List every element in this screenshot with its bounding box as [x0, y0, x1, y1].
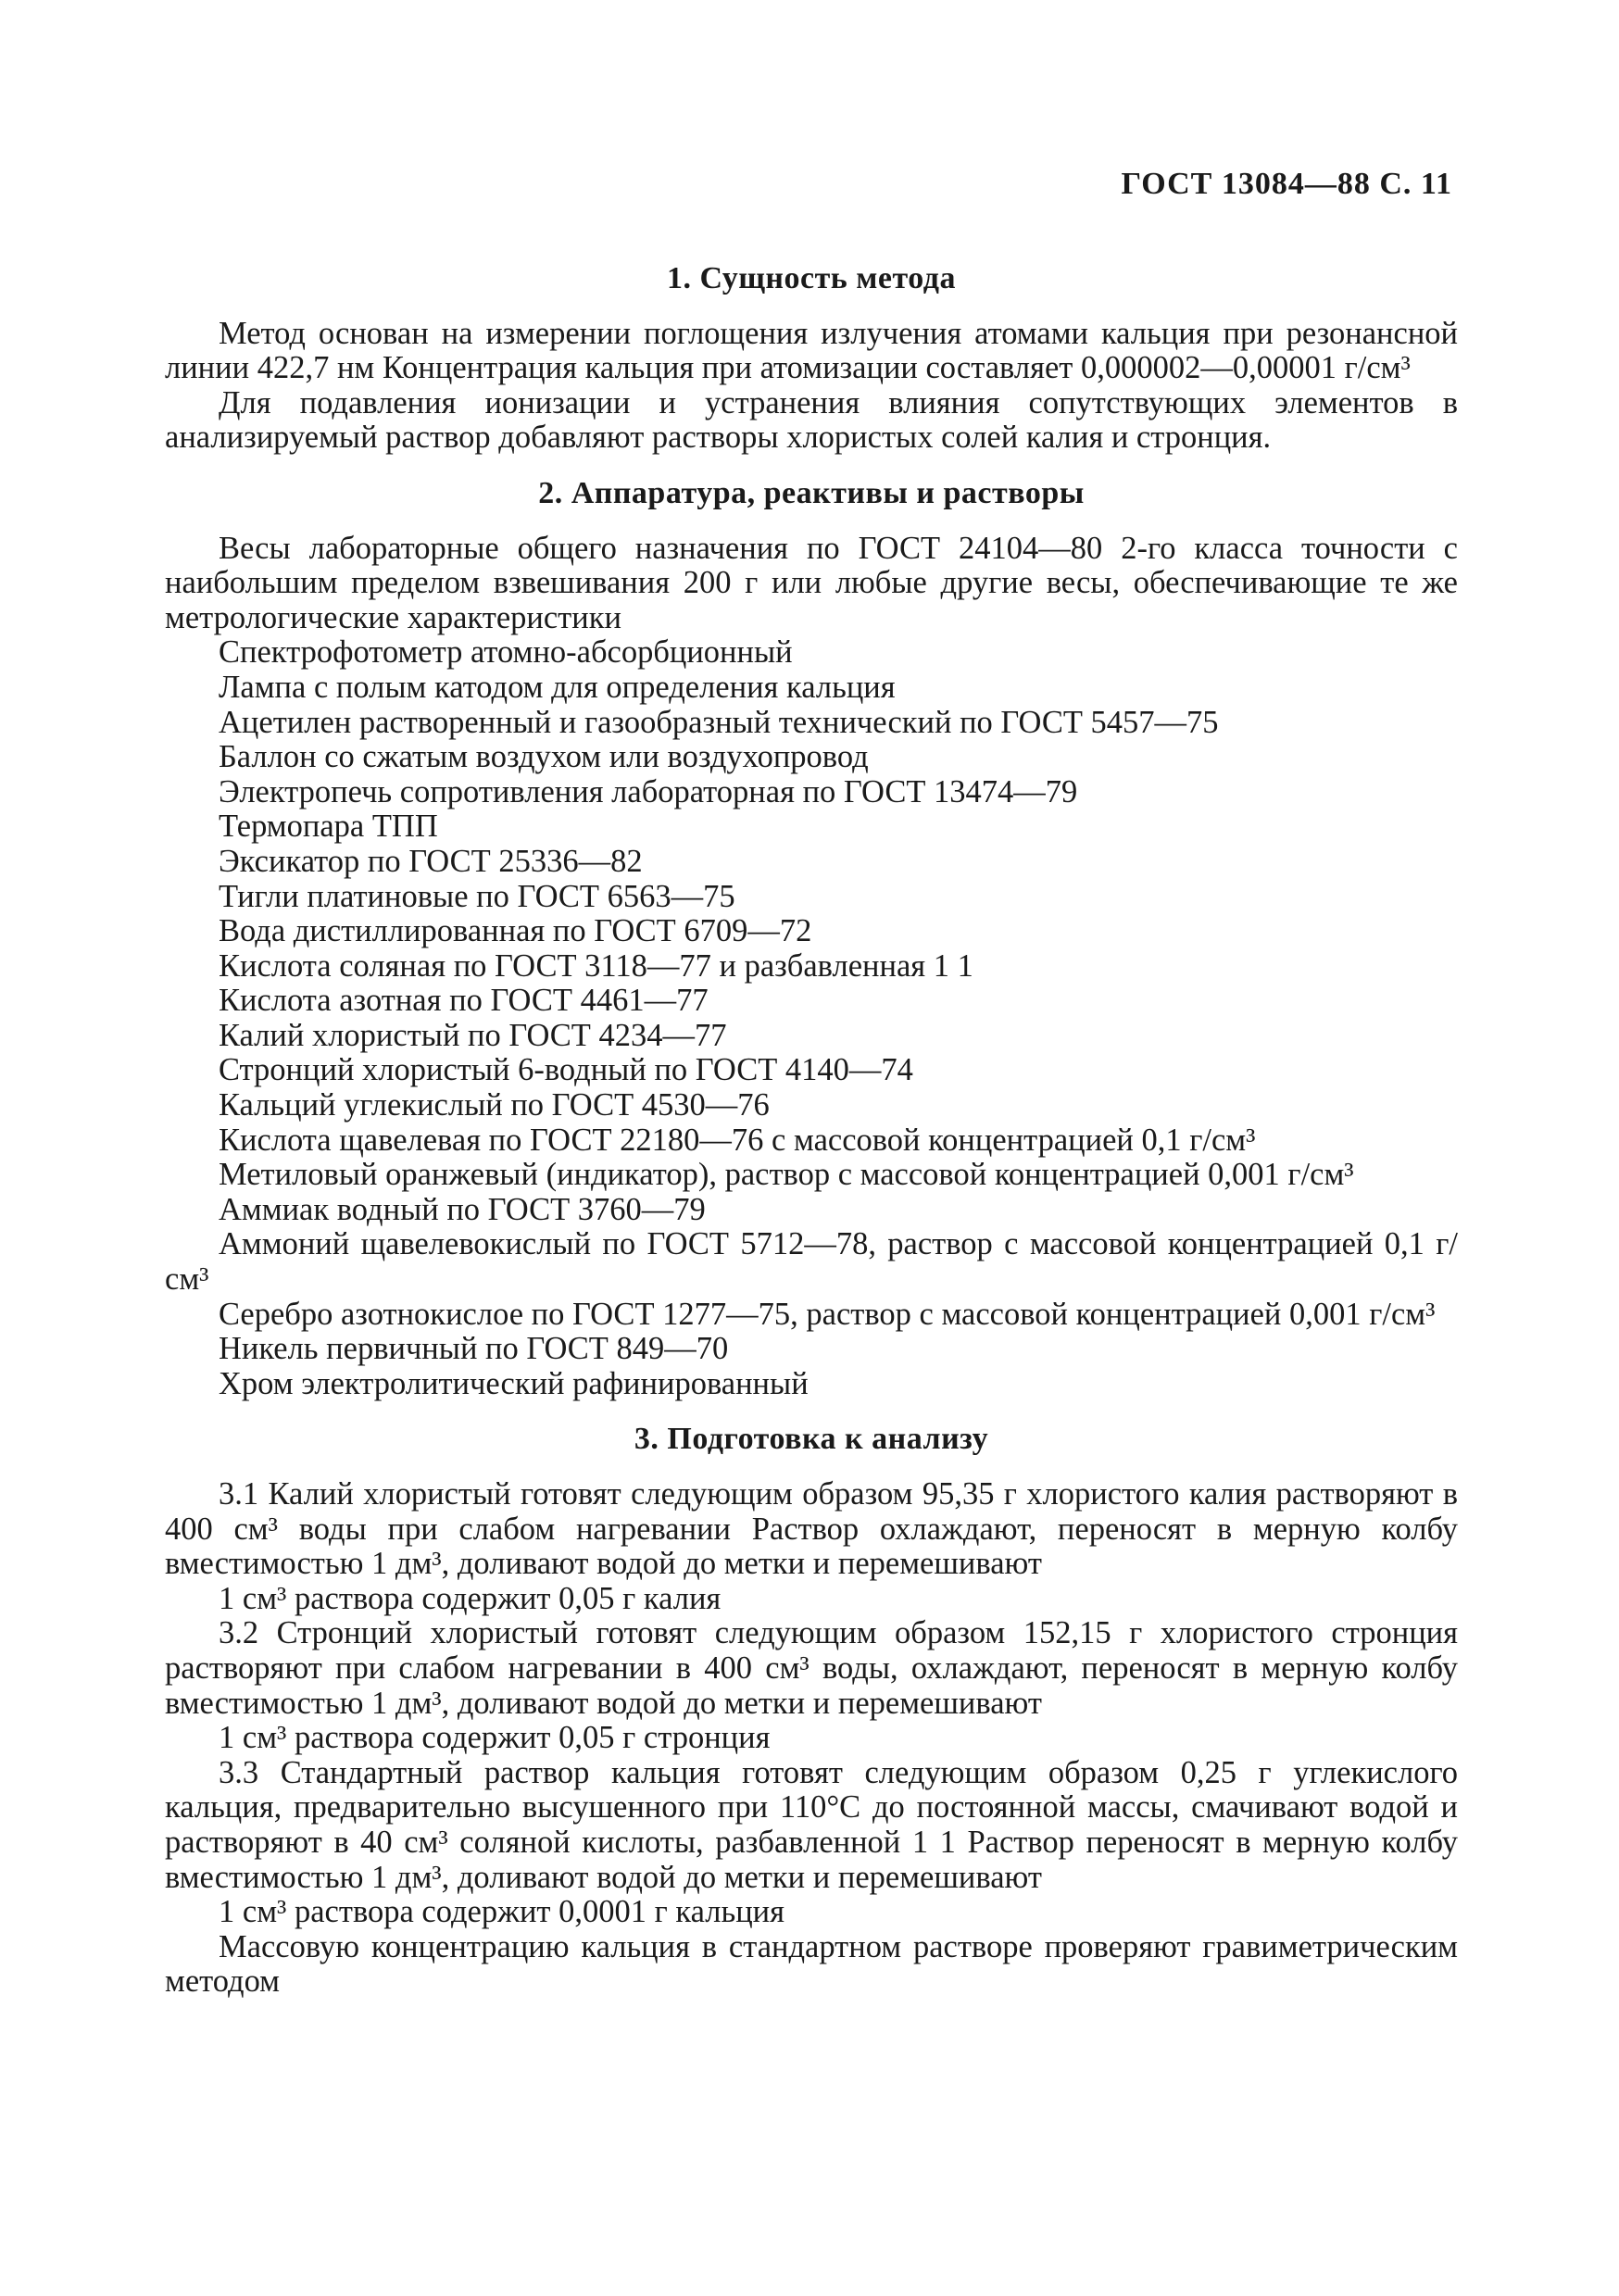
paragraph: 3.1 Калий хлористый готовят следующим образом 95,35 г хлористого калия растворяют в 400 см³ воды при слабом нагревании Раствор охлаждают, переносят в мерную колбу вместимостью 1 дм³, доливают водой до метки и перемешивают	[165, 1476, 1458, 1582]
list-item: Кальций углекислый по ГОСТ 4530—76	[219, 1087, 770, 1123]
section-3	[165, 1422, 1458, 2000]
paragraph: Метиловый оранжевый (индикатор), раствор с массовой концентрацией 0,001 г/см³	[219, 1157, 1354, 1193]
paragraph: Массовую концентрацию кальция в стандартном растворе проверяют гравиметрическим методом	[165, 1928, 1458, 2000]
section-1	[165, 261, 1458, 456]
page-header: ГОСТ 13084—88 С. 11	[1121, 167, 1452, 201]
paragraph: 3.2 Стронций хлористый готовят следующим образом 152,15 г хлористого стронция растворяют при слабом нагревании в 400 см³ воды, охлаждают, переносят в мерную колбу вместимостью 1 дм³, доливают водой до метки и перемешивают	[165, 1615, 1458, 1721]
list-item: Спектрофотометр атомно-абсорбционный	[219, 634, 793, 671]
list-item: 1 см³ раствора содержит 0,05 г калия	[219, 1580, 722, 1616]
section-2	[165, 476, 1458, 1401]
paragraph: Весы лабораторные общего назначения по ГОСТ 24104—80 2-го класса точности с наибольшим пределом взвешивания 200 г или любые другие весы, обеспечивающие те же метрологические характеристики	[165, 530, 1458, 635]
list-item: Вода дистиллированная по ГОСТ 6709—72	[219, 913, 812, 949]
list-item: Калий хлористый по ГОСТ 4234—77	[219, 1017, 727, 1053]
list-item: Никель первичный по ГОСТ 849—70	[219, 1331, 729, 1367]
list-item: Эксикатор по ГОСТ 25336—82	[219, 843, 643, 879]
paragraph: Для подавления ионизации и устранения влияния сопутствующих элементов в анализируемый раствор добавляют растворы хлористых солей калия и стронция.	[165, 384, 1458, 456]
paragraph: 3.3 Стандартный раствор кальция готовят следующим образом 0,25 г углекислого кальция, предварительно высушенного при 110°С до постоянной массы, смачивают водой и растворяют в 40 см³ соляной кислоты, разбавленной 1 1 Раствор переносят в мерную колбу вместимостью 1 дм³, доливают водой до метки и перемешивают	[165, 1754, 1458, 1895]
paragraph: Аммоний щавелевокислый по ГОСТ 5712—78, раствор с массовой концентрацией 0,1 г/см³	[165, 1226, 1458, 1298]
document-body	[165, 261, 1458, 2020]
list-item: Тигли платиновые по ГОСТ 6563—75	[219, 878, 735, 914]
list-item: Аммиак водный по ГОСТ 3760—79	[219, 1191, 706, 1227]
paragraph: Серебро азотнокислое по ГОСТ 1277—75, раствор с массовой концентрацией 0,001 г/см³	[219, 1296, 1436, 1332]
list-item: Термопара ТПП	[219, 809, 438, 845]
list-item: Кислота азотная по ГОСТ 4461—77	[219, 983, 709, 1019]
section-heading: 2. Аппаратура, реактивы и растворы	[538, 475, 1085, 510]
list-item: 1 см³ раствора содержит 0,0001 г кальция	[219, 1894, 784, 1930]
section-heading: 1. Сущность метода	[667, 261, 956, 295]
list-item: Баллон со сжатым воздухом или воздухопровод	[219, 739, 869, 775]
list-item: Хром электролитический рафинированный	[219, 1365, 809, 1401]
list-item: Электропечь сопротивления лабораторная по ГОСТ 13474—79	[219, 773, 1078, 809]
list-item: Ацетилен растворенный и газообразный технический по ГОСТ 5457—75	[219, 704, 1219, 740]
paragraph: Метод основан на измерении поглощения излучения атомами кальция при резонансной линии 422,7 нм Концентрация кальция при атомизации составляет 0,000002—0,00001 г/см³	[165, 315, 1458, 386]
list-item: Стронций хлористый 6-водный по ГОСТ 4140—74	[219, 1052, 913, 1088]
list-item: 1 см³ раствора содержит 0,05 г стронция	[219, 1720, 771, 1756]
list-item: Кислота щавелевая по ГОСТ 22180—76 с массовой концентрацией 0,1 г/см³	[219, 1122, 1256, 1158]
list-item: Кислота соляная по ГОСТ 3118—77 и разбавленная 1 1	[219, 947, 973, 984]
list-item: Лампа с полым катодом для определения кальция	[219, 669, 896, 705]
section-heading: 3. Подготовка к анализу	[634, 1422, 989, 1457]
